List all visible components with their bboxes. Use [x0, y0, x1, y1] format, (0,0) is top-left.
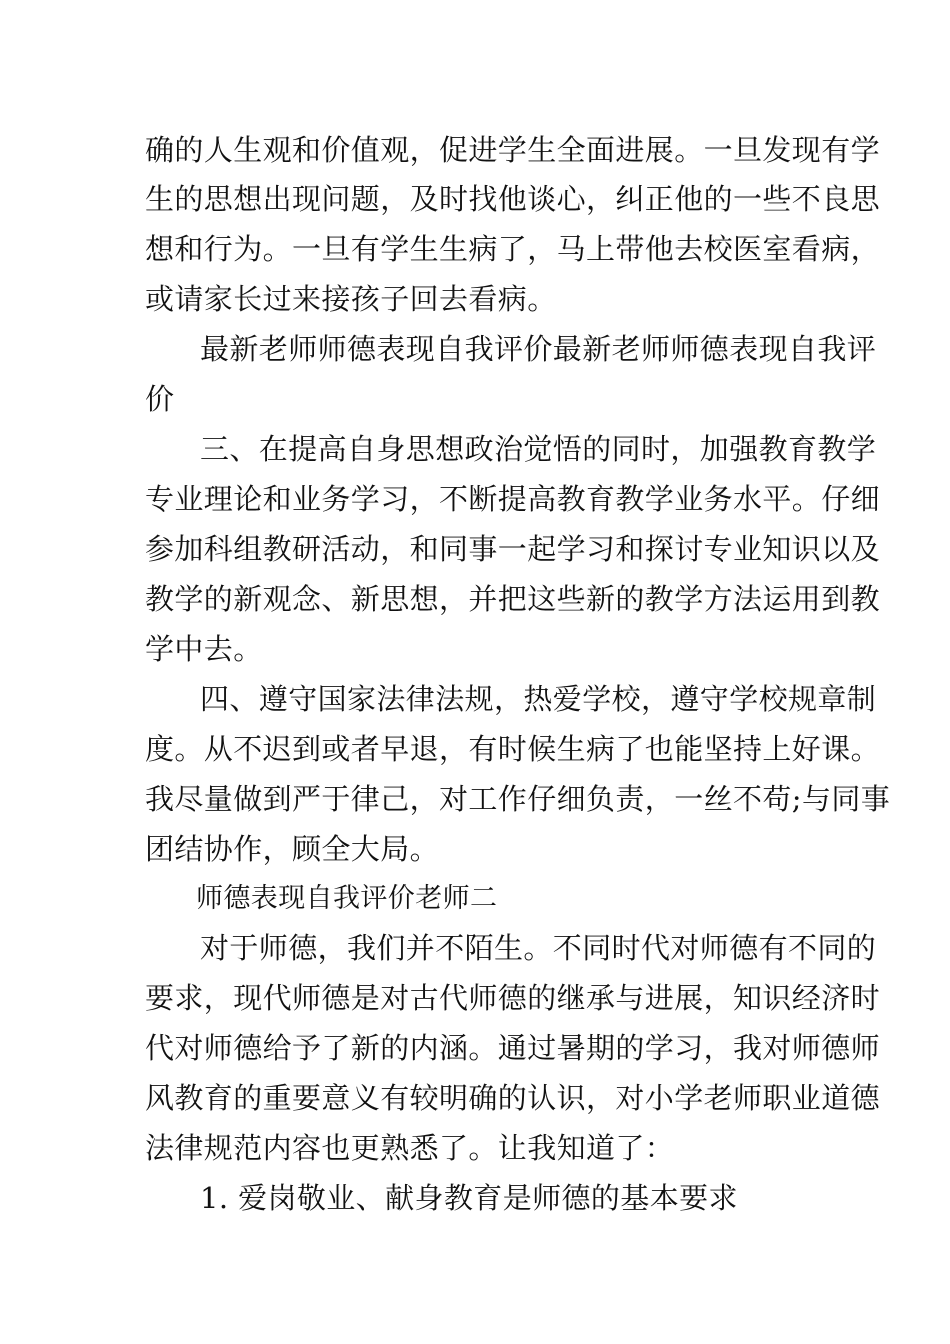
text-line: 想和行为。一旦有学生生病了，马上带他去校医室看病， — [145, 232, 881, 266]
text-line: 团结协作，顾全大局。 — [145, 832, 440, 866]
text-line: 生的思想出现问题，及时找他谈心，纠正他的一些不良思 — [145, 182, 881, 216]
text-line: 法律规范内容也更熟悉了。让我知道了： — [145, 1131, 675, 1165]
text-line: 我尽量做到严于律己，对工作仔细负责，一丝不苟;与同事 — [145, 782, 891, 816]
text-line: 代对师德给予了新的内涵。通过暑期的学习，我对师德师 — [145, 1031, 881, 1065]
text-line: 要求，现代师德是对古代师德的继承与进展，知识经济时 — [145, 981, 881, 1015]
text-line: 四、遵守国家法律法规，热爱学校，遵守学校规章制 — [200, 682, 877, 716]
text-line: 最新老师师德表现自我评价最新老师师德表现自我评 — [200, 332, 877, 366]
text-line: 教学的新观念、新思想，并把这些新的教学方法运用到教 — [145, 582, 881, 616]
text-line: 专业理论和业务学习，不断提高教育教学业务水平。仔细 — [145, 482, 881, 516]
text-line: 度。从不迟到或者早退，有时候生病了也能坚持上好课。 — [145, 732, 881, 766]
section-heading: 师德表现自我评价老师二 — [196, 883, 498, 914]
text-line: 风教育的重要意义有较明确的认识，对小学老师职业道德 — [145, 1081, 881, 1115]
text-line: 确的人生观和价值观，促进学生全面进展。一旦发现有学 — [145, 133, 881, 167]
text-line: 或请家长过来接孩子回去看病。 — [145, 282, 557, 316]
text-line: 三、在提高自身思想政治觉悟的同时，加强教育教学 — [200, 432, 877, 466]
text-line: 学中去。 — [145, 632, 263, 666]
text-line: 参加科组教研活动，和同事一起学习和探讨专业知识以及 — [145, 532, 881, 566]
list-item: 1. 爱岗敬业、献身教育是师德的基本要求 — [200, 1181, 738, 1215]
text-line: 对于师德，我们并不陌生。不同时代对师德有不同的 — [200, 931, 877, 965]
text-line: 价 — [145, 382, 175, 416]
